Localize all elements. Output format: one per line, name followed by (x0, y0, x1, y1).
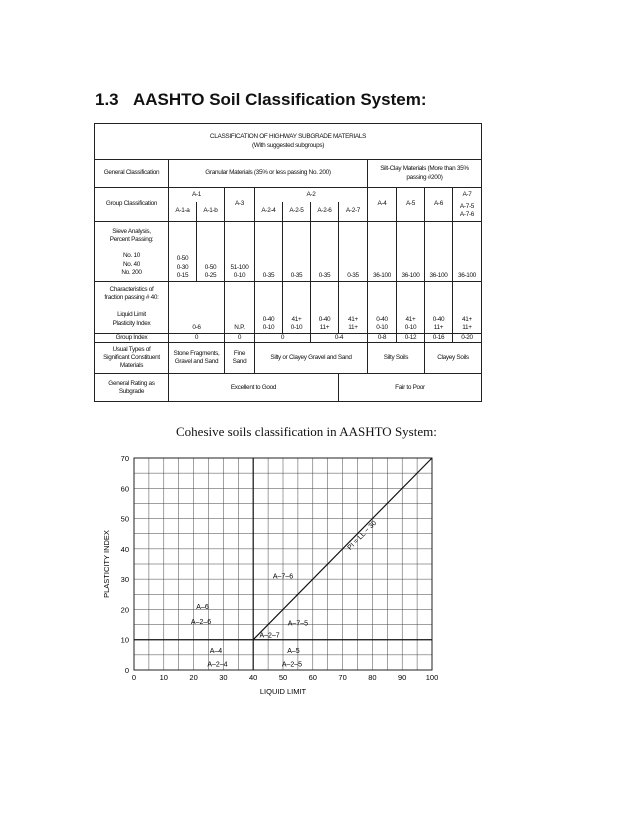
materials-label: Usual Types of Significant Constituent Materials (95, 343, 169, 374)
group-a1: A-1 (169, 188, 225, 202)
x-tick-label: 30 (219, 673, 228, 682)
y-tick-label: 20 (120, 605, 129, 615)
sieve-analysis-label: Sieve Analysis, Percent Passing: No. 10 No. 40 No. 200 (95, 222, 169, 282)
sieve-a1b: 0-50 0-25 (197, 222, 225, 282)
sieve-a4: 36-100 (368, 222, 397, 282)
y-tick-label: 40 (120, 544, 129, 554)
x-tick-label: 60 (308, 673, 317, 682)
rating-label: General Rating as Subgrade (95, 374, 169, 402)
a1-plasticity-index: 0-6 (169, 282, 225, 334)
x-tick-label: 20 (189, 673, 198, 682)
subgroup-a1b: A-1-b (197, 202, 225, 222)
group-classification-label: Group Classification (95, 188, 169, 222)
silt-clay-materials-label: Silt-Clay Materials (More than 35% passing #200) (368, 160, 482, 188)
limits-a25: 41+ 0-10 (283, 282, 311, 334)
zone-label: A–5 (287, 647, 300, 655)
group-index-a26-a27: 0-4 (311, 334, 368, 343)
line-label: PI = LL − 30 (346, 519, 379, 552)
subgroup-a27: A-2-7 (339, 202, 368, 222)
sieve-a5: 36-100 (397, 222, 425, 282)
limits-a27: 41+ 11+ (339, 282, 368, 334)
subgroup-a26: A-2-6 (311, 202, 339, 222)
y-tick-label: 50 (120, 514, 129, 524)
chart-caption: Cohesive soils classification in AASHTO System: (176, 424, 437, 439)
group-a3: A-3 (225, 188, 255, 222)
materials-fine-sand: Fine Sand (225, 343, 255, 374)
sieve-a6: 36-100 (425, 222, 453, 282)
sieve-a26: 0-35 (311, 222, 339, 282)
y-axis-label: PLASTICITY INDEX (102, 530, 111, 598)
plasticity-chart (102, 448, 454, 700)
group-index-a7: 0-20 (453, 334, 482, 343)
limits-a4: 0-40 0-10 (368, 282, 397, 334)
x-tick-label: 10 (159, 673, 168, 682)
group-index-a6: 0-16 (425, 334, 453, 343)
x-tick-label: 90 (398, 673, 407, 682)
materials-silty-soils: Silty Soils (368, 343, 425, 374)
group-index-label: Group Index (95, 334, 169, 343)
sieve-a25: 0-35 (283, 222, 311, 282)
group-index-a1: 0 (169, 334, 225, 343)
rating-excellent-to-good: Excellent to Good (169, 374, 339, 402)
section-title: AASHTO Soil Classification System: (133, 90, 427, 109)
limits-a26: 0-40 11+ (311, 282, 339, 334)
sieve-a7: 36-100 (453, 222, 482, 282)
zone-label: A–2–4 (207, 661, 228, 669)
x-tick-label: 70 (338, 673, 347, 682)
limits-a5: 41+ 0-10 (397, 282, 425, 334)
subgroup-a1a: A-1-a (169, 202, 197, 222)
group-a5: A-5 (397, 188, 425, 222)
group-a2: A-2 (255, 188, 368, 202)
rating-fair-to-poor: Fair to Poor (339, 374, 482, 402)
group-a7: A-7 (453, 188, 482, 202)
x-tick-label: 50 (278, 673, 288, 682)
materials-silty-clayey-gravel: Silty or Clayey Gravel and Sand (255, 343, 368, 374)
x-tick-label: 0 (131, 673, 137, 682)
materials-stone-gravel-sand: Stone Fragments, Gravel and Sand (169, 343, 225, 374)
table-title: CLASSIFICATION OF HIGHWAY SUBGRADE MATERIALS (With suggested subgroups) (95, 124, 482, 160)
limits-a24: 0-40 0-10 (255, 282, 283, 334)
group-a6: A-6 (425, 188, 453, 222)
sieve-a27: 0-35 (339, 222, 368, 282)
zone-label: A–2–6 (190, 619, 212, 627)
aashto-classification-table (94, 123, 482, 402)
characteristics-label: Characteristics of fraction passing # 40: Liquid Limit Plasticity Index (95, 282, 169, 334)
limits-a7: 41+ 11+ (453, 282, 482, 334)
general-classification-label: General Classification (95, 160, 169, 188)
materials-clayey-soils: Clayey Soils (425, 343, 482, 374)
subgroup-a24: A-2-4 (255, 202, 283, 222)
subgroup-a25: A-2-5 (283, 202, 311, 222)
y-tick-label: 30 (120, 575, 129, 585)
section-heading (95, 90, 426, 110)
sieve-a24: 0-35 (255, 222, 283, 282)
y-tick-label: 10 (120, 635, 129, 645)
sieve-a3: 51-100 0-10 (225, 222, 255, 282)
x-axis-label: LIQUID LIMIT (259, 687, 307, 696)
zone-label: A–6 (196, 603, 209, 611)
zone-label: A–4 (209, 647, 223, 655)
group-a4: A-4 (368, 188, 397, 222)
x-tick-label: 100 (425, 673, 439, 682)
zone-label: A–2–5 (281, 661, 303, 669)
section-number: 1.3 (95, 90, 119, 109)
a3-plasticity-index: N.P. (225, 282, 255, 334)
y-tick-label: 60 (120, 484, 129, 494)
limits-a6: 0-40 11+ (425, 282, 453, 334)
x-tick-label: 40 (249, 673, 258, 682)
group-index-a5: 0-12 (397, 334, 425, 343)
chart-grid (134, 458, 432, 670)
sieve-a1a: 0-50 0-30 0-15 (169, 222, 197, 282)
zone-label: A–7–6 (272, 573, 294, 581)
y-tick-label: 70 (120, 454, 129, 463)
granular-materials-label: Granular Materials (35% or less passing No. 200) (169, 160, 368, 188)
x-tick-label: 80 (368, 673, 377, 682)
zone-label: A–7–5 (287, 620, 309, 628)
group-index-a3: 0 (225, 334, 255, 343)
subgroup-a7-5-a7-6: A-7-5 A-7-6 (453, 202, 482, 222)
group-index-a4: 0-8 (368, 334, 397, 343)
group-index-a24-a25: 0 (255, 334, 311, 343)
chart-labels (102, 454, 438, 696)
zone-label: A–2–7 (259, 632, 280, 640)
y-tick-label: 0 (124, 666, 129, 675)
